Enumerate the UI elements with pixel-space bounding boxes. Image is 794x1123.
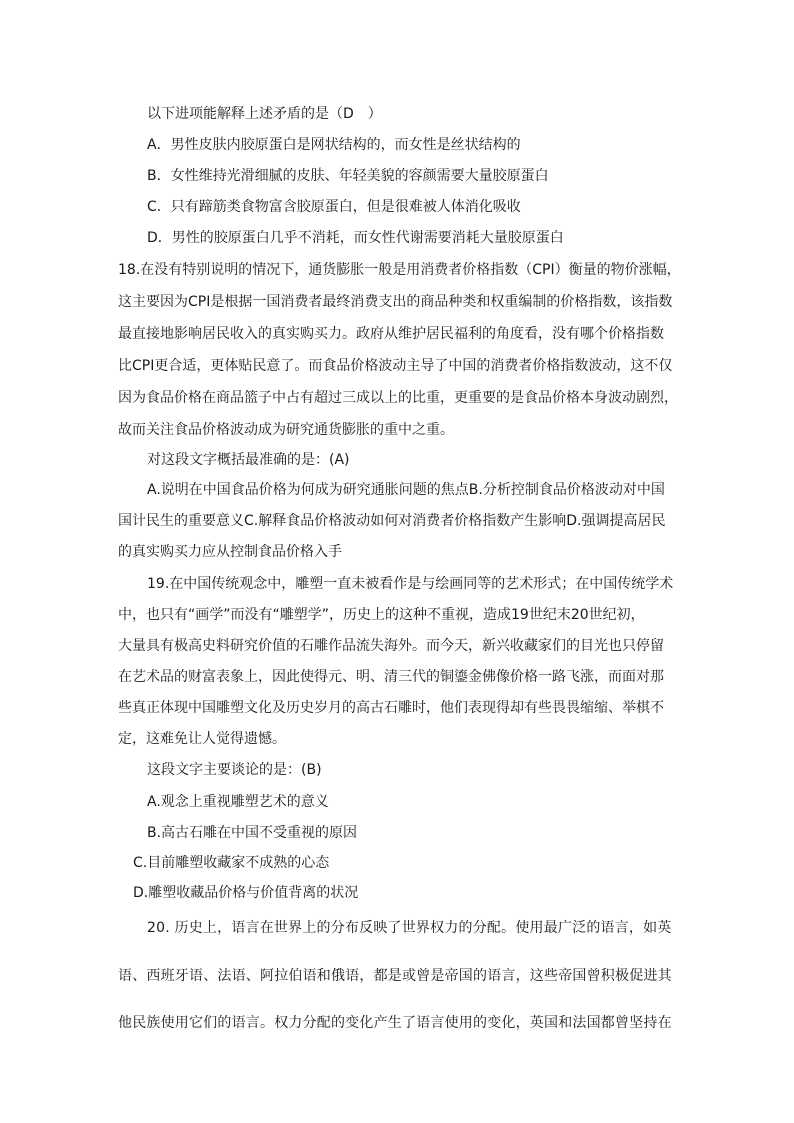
q19-passage-line: 些真正体现中国雕塑文化及历史岁月的高古石雕时，他们表现得却有些畏畏缩缩、举棋不 — [118, 700, 664, 716]
q18-options-line: 的真实购买力应从控制食品价格入手 — [118, 544, 342, 560]
q19-passage-line: 19.在中国传统观念中，雕塑一直未被看作是与绘画同等的艺术形式；在中国传统学术 — [147, 576, 674, 592]
q18-passage-line: 比CPI更合适，更体贴民意了。而食品价格波动主导了中国的消费者价格指数波动，这不仅 — [118, 358, 673, 374]
q19-passage-line: 中，也只有“画学”而没有“雕塑学”，历史上的这种不重视，造成19世纪末20世纪初， — [118, 607, 645, 623]
q17-prompt: 以下进项能解释上述矛盾的是（D ） — [147, 106, 382, 122]
q17-option-c: C．只有蹄筋类食物富含胶原蛋白，但是很难被人体消化吸收 — [147, 199, 521, 215]
q18-passage-line: 故而关注食品价格波动成为研究通货膨胀的重中之重。 — [118, 422, 454, 438]
q17-option-a: A．男性皮肤内胶原蛋白是网状结构的，而女性是丝状结构的 — [147, 137, 521, 153]
q18-options-line: A.说明在中国食品价格为何成为研究通胀问题的焦点B.分析控制食品价格波动对中国 — [147, 482, 665, 498]
q19-passage-line: 大量具有极高史料研究价值的石雕作品流失海外。而今天，新兴收藏家们的目光也只停留 — [118, 638, 664, 654]
q17-option-b: B．女性维持光滑细腻的皮肤、年轻美貌的容颜需要大量胶原蛋白 — [147, 168, 549, 184]
q18-prompt: 对这段文字概括最准确的是：(A) — [147, 452, 350, 468]
q20-passage-line: 他民族使用它们的语言。权力分配的变化产生了语言使用的变化，英国和法国都曾坚持在 — [118, 1015, 672, 1031]
q19-passage-line: 在艺术品的财富表象上，因此使得元、明、清三代的铜鎏金佛像价格一路飞涨，而面对那 — [118, 669, 664, 685]
q20-passage-line: 语、西班牙语、法语、阿拉伯语和俄语，都是或曾是帝国的语言，这些帝国曾积极促进其 — [118, 968, 672, 984]
q18-passage-line: 这主要因为CPI是根据一国消费者最终消费支出的商品种类和权重编制的价格指数，该指数 — [118, 294, 673, 310]
q19-option-a: A.观念上重视雕塑艺术的意义 — [147, 794, 329, 810]
q17-option-d: D．男性的胶原蛋白几乎不消耗，而女性代谢需要消耗大量胶原蛋白 — [147, 230, 564, 246]
q19-prompt: 这段文字主要谈论的是：(B) — [147, 762, 322, 778]
q19-passage-line: 定，这难免让人觉得遗憾。 — [118, 731, 286, 747]
q20-passage-line: 20. 历史上，语言在世界上的分布反映了世界权力的分配。使用最广泛的语言，如英 — [147, 920, 672, 936]
q18-passage-line: 因为食品价格在商品篮子中占有超过三成以上的比重，更重要的是食品价格本身波动剧烈， — [118, 390, 678, 406]
q18-options-line: 国计民生的重要意义C.解释食品价格波动如何对消费者价格指数产生影响D.强调提高居民 — [118, 513, 666, 529]
q18-passage-line: 18.在没有特别说明的情况下，通货膨胀一般是用消费者价格指数（CPI）衡量的物价涨幅， — [118, 262, 681, 278]
q19-option-b: B.高古石雕在中国不受重视的原因 — [147, 825, 358, 841]
q19-option-c: C.目前雕塑收藏家不成熟的心态 — [133, 855, 330, 871]
q18-passage-line: 最直接地影响居民收入的真实购买力。政府从维护居民福利的角度看，没有哪个价格指数 — [118, 326, 664, 342]
q19-option-d: D.雕塑收藏品价格与价值背离的状况 — [133, 885, 359, 901]
